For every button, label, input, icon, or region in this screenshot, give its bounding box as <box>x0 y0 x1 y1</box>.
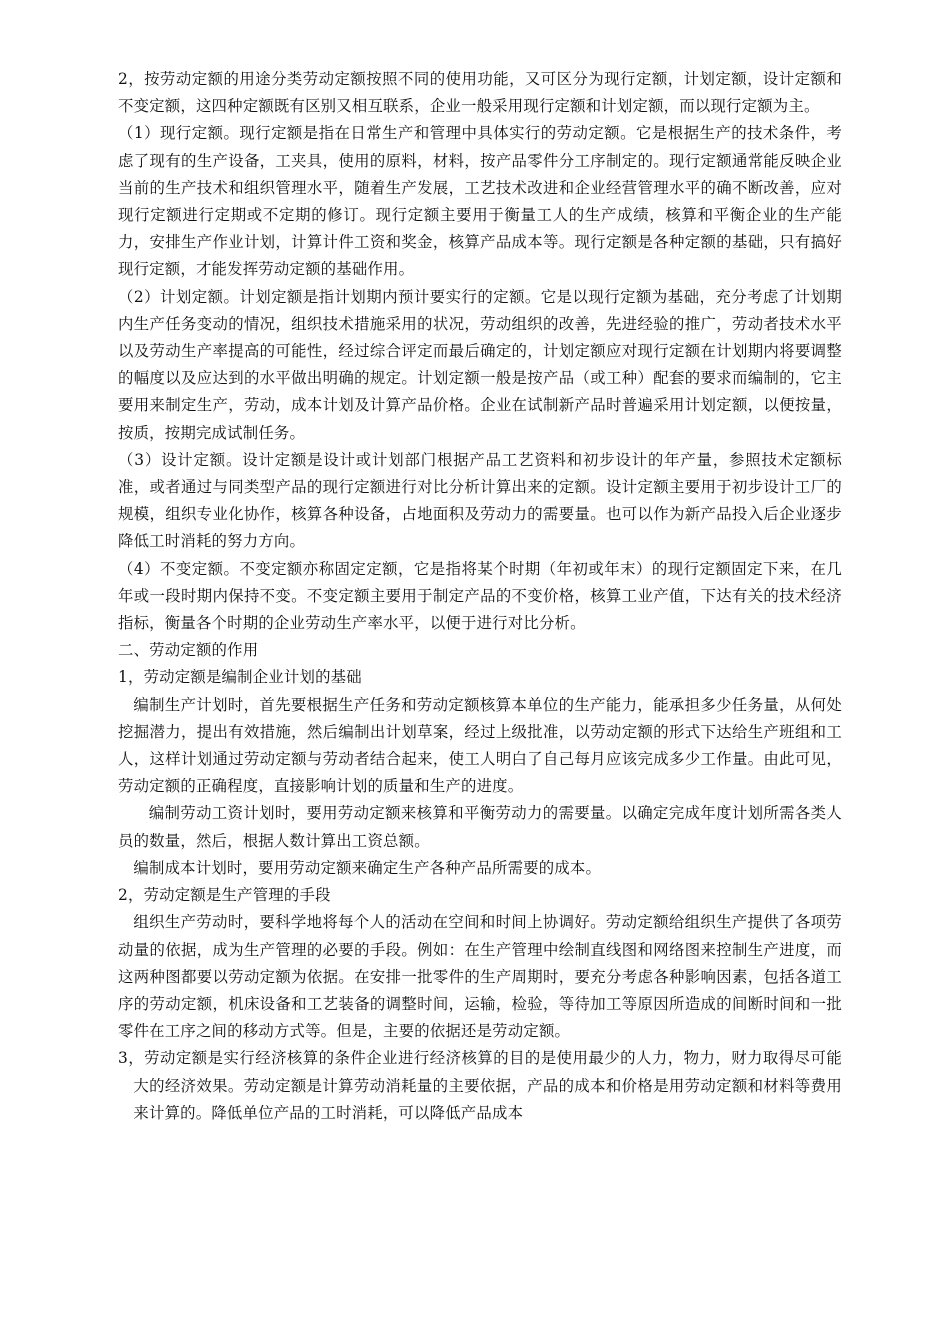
paragraph-current-quota: （1）现行定额。现行定额是指在日常生产和管理中具体实行的劳动定额。它是根据生产的技术条件，考虑了现有的生产设备，工夹具，使用的原料，材料，按产品零件分工序制定的。现行定额通常能反映企业当前的生产技术和组织管理水平，随着生产发展，工艺技术改进和企业经营管理水平的确不断改善，应对现行定额进行定期或不定期的修订。现行定额主要用于衡量工人的生产成绩，核算和平衡企业的生产能力，安排生产作业计划，计算计件工资和奖金，核算产品成本等。现行定额是各种定额的基础，只有搞好现行定额，才能发挥劳动定额的基础作用。 <box>118 124 842 279</box>
paragraph-production-plan: 编制生产计划时，首先要根据生产任务和劳动定额核算本单位的生产能力，能承担多少任务量，从何处挖掘潜力，提出有效措施，然后编制出计划草案，经过上级批准，以劳动定额的形式下达给生产班组和工人，这样计划通过劳动定额与劳动者结合起来，使工人明白了自己每月应该完成多少工作量。由此可见，劳动定额的正确程度，直接影响计划的质量和生产的进度。 <box>118 695 842 796</box>
subheading-production-management: 2，劳动定额是生产管理的手段 <box>118 886 331 905</box>
paragraph-organize-production: 组织生产劳动时，要科学地将每个人的活动在空间和时间上协调好。劳动定额给组织生产提供了各项劳动量的依据，成为生产管理的必要的手段。例如：在生产管理中绘制直线图和网络图来控制生产进度，而这两种图都要以劳动定额为依据。在安排一批零件的生产周期时，要充分考虑各种影响因素，包括各道工序的劳动定额，机床设备和工艺装备的调整时间，运输，检验，等待加工等原因所造成的间断时间和一批零件在工序之间的移动方式等。但是，主要的依据还是劳动定额。 <box>118 913 842 1041</box>
section-heading-role: 二、劳动定额的作用 <box>118 641 259 660</box>
document-page <box>118 66 842 1127</box>
subheading-planning-basis: 1，劳动定额是编制企业计划的基础 <box>118 668 362 687</box>
paragraph-design-quota: （3）设计定额。设计定额是设计或计划部门根据产品工艺资料和初步设计的年产量，参照技术定额标准，或者通过与同类型产品的现行定额进行对比分析计算出来的定额。设计定额主要用于初步设计工厂的规模，组织专业化协作，核算各种设备，占地面积及劳动力的需要量。也可以作为新产品投入后企业逐步降低工时消耗的努力方向。 <box>118 450 842 551</box>
paragraph-economic-accounting: 3，劳动定额是实行经济核算的条件企业进行经济核算的目的是使用最少的人力，物力，财力取得尽可能大的经济效果。劳动定额是计算劳动消耗量的主要依据，产品的成本和价格是用劳动定额和材料等费用来计算的。降低单位产品的工时消耗，可以降低产品成本 <box>118 1049 842 1122</box>
paragraph-plan-quota: （2）计划定额。计划定额是指计划期内预计要实行的定额。它是以现行定额为基础，充分考虑了计划期内生产任务变动的情况，组织技术措施采用的状况，劳动组织的改善，先进经验的推广，劳动者技术水平以及劳动生产率提高的可能性，经过综合评定而最后确定的，计划定额应对现行定额在计划期内将要调整的幅度以及应达到的水平做出明确的规定。计划定额一般是按产品（或工种）配套的要求而编制的，它主要用来制定生产，劳动，成本计划及计算产品价格。企业在试制新产品时普遍采用计划定额，以便按量，按质，按期完成试制任务。 <box>118 287 842 442</box>
paragraph-cost-plan: 编制成本计划时，要用劳动定额来确定生产各种产品所需要的成本。 <box>133 858 602 877</box>
paragraph-fixed-quota: （4）不变定额。不变定额亦称固定定额，它是指将某个时期（年初或年末）的现行定额固定下来，在几年或一段时期内保持不变。不变定额主要用于制定产品的不变价格，核算工业产值，下达有关的技术经济指标，衡量各个时期的企业劳动生产率水平，以便于进行对比分析。 <box>118 559 842 633</box>
paragraph-classification-by-use: 2，按劳动定额的用途分类劳动定额按照不同的使用功能，又可区分为现行定额，计划定额，设计定额和不变定额，这四种定额既有区别又相互联系，企业一般采用现行定额和计划定额，而以现行定额为主。 <box>118 70 842 116</box>
paragraph-wage-plan: 编制劳动工资计划时，要用劳动定额来核算和平衡劳动力的需要量。以确定完成年度计划所需各类人员的数量，然后，根据人数计算出工资总额。 <box>118 804 842 850</box>
